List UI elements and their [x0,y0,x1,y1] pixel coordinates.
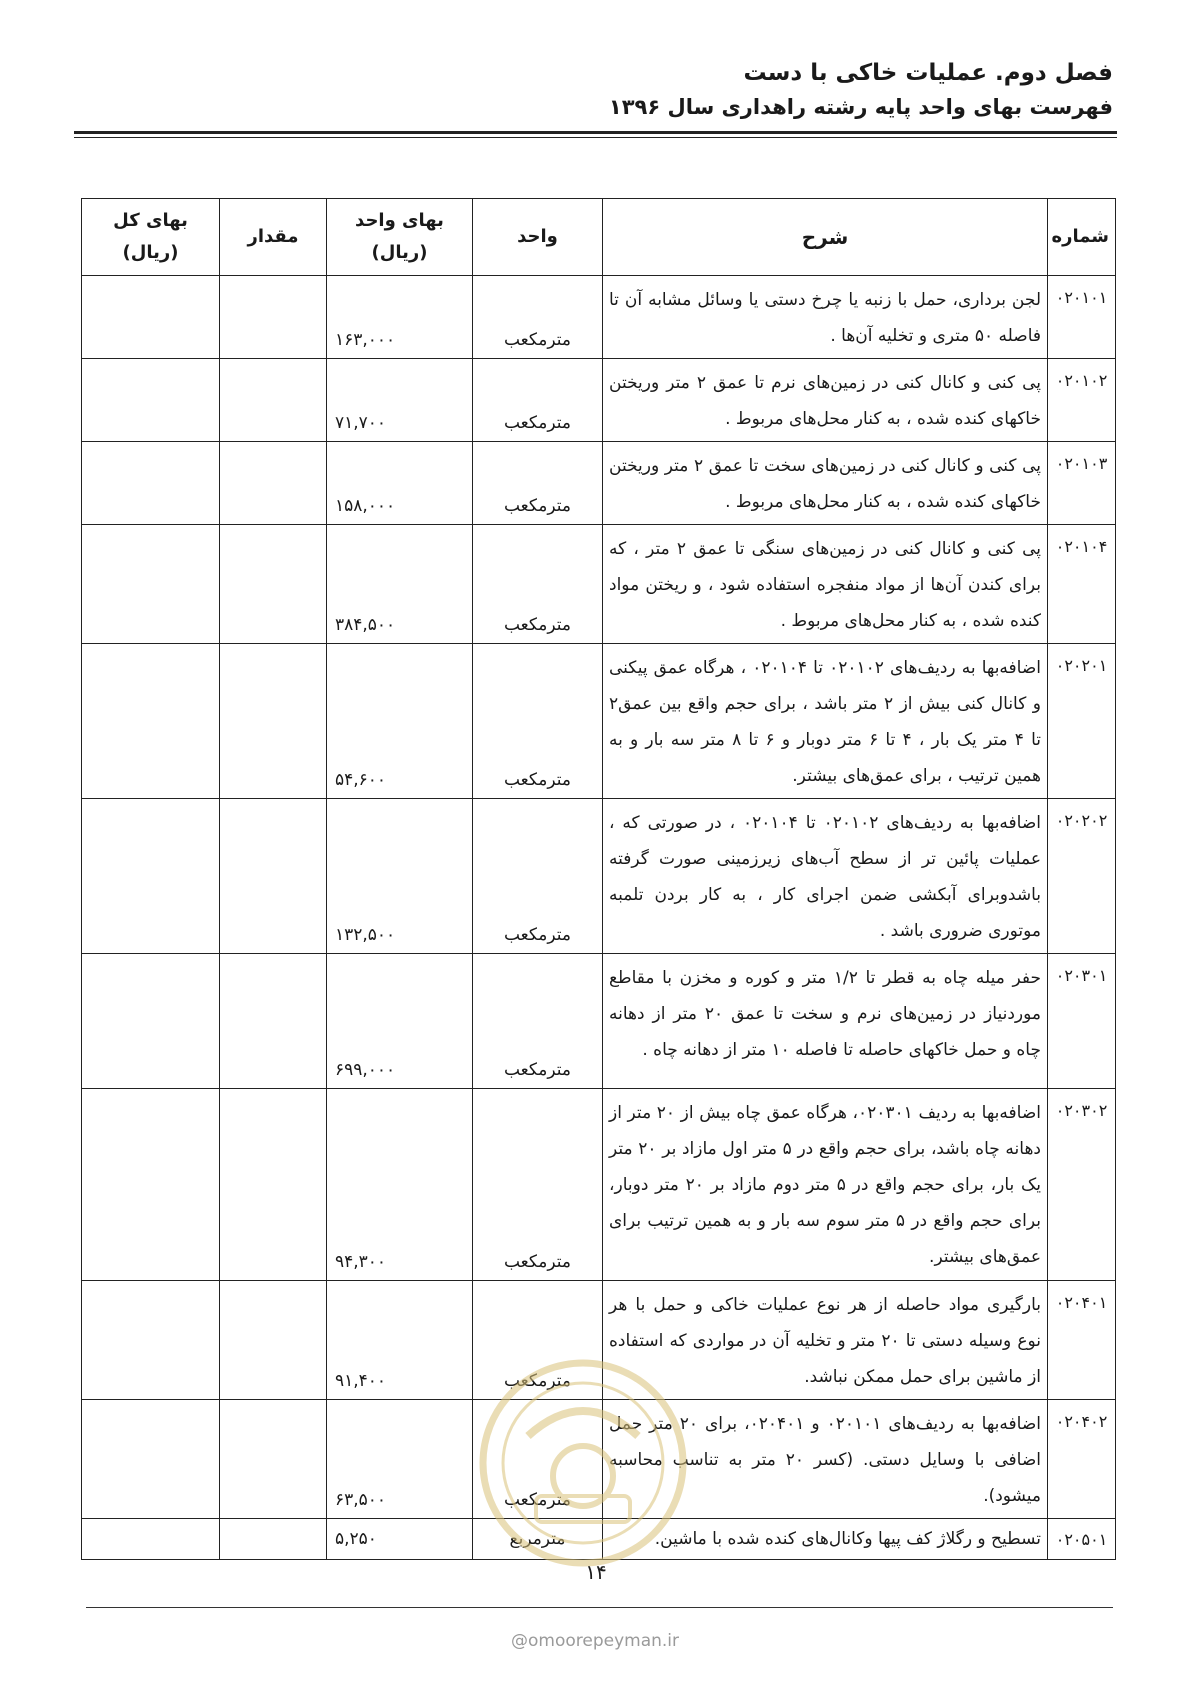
item-code: ۰۲۰۱۰۱ [1048,276,1116,359]
item-unit: مترمکعب [473,799,603,954]
item-quantity [220,954,327,1089]
column-header-unit-price: بهای واحد (ریال) [327,199,473,276]
item-total-price [82,644,220,799]
item-quantity [220,442,327,525]
item-description: پی کنی و کانال کنی در زمین‌های نرم تا عمق ۲ متر وریختن خاکهای کنده شده ، به کنار محل‌های مربوط . [603,359,1048,442]
item-description: اضافه‌بها به ردیف‌های ۰۲۰۱۰۲ تا ۰۲۰۱۰۴ ، در صورتی که ، عملیات پائین تر از سطح آب‌های زیرزمینی صورت گرفته باشدوبرای آبکشی ضمن اجرای کار ، به کار بردن تلمبه موتوری ضروری باشد . [603,799,1048,954]
item-quantity [220,1519,327,1560]
item-quantity [220,359,327,442]
header-rule-thick [74,131,1117,134]
footer-rule [86,1607,1113,1608]
item-description: اضافه‌بها به ردیف‌های ۰۲۰۱۰۱ و ۰۲۰۴۰۱، برای ۲۰ متر حمل اضافی با وسایل دستی. (کسر ۲۰ متر به تناسب محاسبه میشود). [603,1400,1048,1519]
item-unit-price: ۹۱,۴۰۰ [327,1281,473,1400]
header-rule-thin [74,137,1117,138]
item-unit-price: ۵۴,۶۰۰ [327,644,473,799]
item-unit: مترمکعب [473,525,603,644]
item-unit: مترمکعب [473,644,603,799]
item-unit-price: ۳۸۴,۵۰۰ [327,525,473,644]
item-unit: مترمکعب [473,359,603,442]
item-code: ۰۲۰۳۰۲ [1048,1089,1116,1281]
watermark-text: @omoorepeyman.ir [510,1631,680,1651]
item-description: پی کنی و کانال کنی در زمین‌های سخت تا عمق ۲ متر وریختن خاکهای کنده شده ، به کنار محل‌های مربوط . [603,442,1048,525]
document-subtitle: فهرست بهای واحد پایه رشته راهداری سال ۱۳۹۶ [608,95,1113,119]
item-quantity [220,525,327,644]
table-row [82,1281,1116,1400]
item-total-price [82,276,220,359]
item-description: لجن برداری، حمل با زنبه یا چرخ دستی یا وسائل مشابه آن تا فاصله ۵۰ متری و تخلیه آن‌ها . [603,276,1048,359]
table-row [82,644,1116,799]
item-total-price [82,359,220,442]
column-header-unit: واحد [473,199,603,276]
item-unit-price: ۵,۲۵۰ [327,1519,473,1560]
item-code: ۰۲۰۱۰۲ [1048,359,1116,442]
item-total-price [82,1400,220,1519]
column-header-quantity: مقدار [220,199,327,276]
item-total-price [82,954,220,1089]
table-row [82,442,1116,525]
table-row [82,1400,1116,1519]
item-unit: مترمربع [473,1519,603,1560]
item-code: ۰۲۰۱۰۳ [1048,442,1116,525]
item-quantity [220,1089,327,1281]
table-row [82,1089,1116,1281]
item-unit: مترمکعب [473,1281,603,1400]
item-code: ۰۲۰۴۰۲ [1048,1400,1116,1519]
table-row [82,276,1116,359]
item-quantity [220,1281,327,1400]
item-unit: مترمکعب [473,954,603,1089]
column-header-description: شرح [603,199,1048,276]
item-quantity [220,1400,327,1519]
item-total-price [82,1519,220,1560]
item-total-price [82,1281,220,1400]
item-quantity [220,799,327,954]
item-unit: مترمکعب [473,442,603,525]
item-code: ۰۲۰۴۰۱ [1048,1281,1116,1400]
item-unit-price: ۱۵۸,۰۰۰ [327,442,473,525]
column-header-total-price: بهای کل (ریال) [82,199,220,276]
item-description: بارگیری مواد حاصله از هر نوع عملیات خاکی و حمل با هر نوع وسیله دستی تا ۲۰ متر و تخلیه آن در مواردی که استفاده از ماشین برای حمل ممکن نباشد. [603,1281,1048,1400]
item-unit-price: ۶۹۹,۰۰۰ [327,954,473,1089]
item-description: تسطیح و رگلاژ کف پیها وکانال‌های کنده شده با ماشین. [603,1519,1048,1560]
item-total-price [82,525,220,644]
table-row [82,525,1116,644]
item-total-price [82,799,220,954]
table-row [82,1519,1116,1560]
item-code: ۰۲۰۵۰۱ [1048,1519,1116,1560]
item-unit: مترمکعب [473,1400,603,1519]
item-description: حفر میله چاه به قطر تا ۱/۲ متر و کوره و مخزن با مقاطع موردنیاز در زمین‌های نرم و سخت تا عمق ۲۰ متر از دهانه چاه و حمل خاکهای حاصله تا فاصله ۱۰ متر از دهانه چاه . [603,954,1048,1089]
item-code: ۰۲۰۲۰۱ [1048,644,1116,799]
item-unit: مترمکعب [473,276,603,359]
table-row [82,799,1116,954]
page-number: ۱۴ [585,1560,607,1584]
item-quantity [220,276,327,359]
price-list-table [81,198,1116,1560]
page-header [78,56,1113,124]
item-unit-price: ۱۳۲,۵۰۰ [327,799,473,954]
item-code: ۰۲۰۲۰۲ [1048,799,1116,954]
item-quantity [220,644,327,799]
item-description: اضافه‌بها به ردیف‌های ۰۲۰۱۰۲ تا ۰۲۰۱۰۴ ، هرگاه عمق پیکنی و کانال کنی بیش از ۲ متر باشد ، برای حجم واقع بین عمق۲ تا ۴ متر یک بار ، ۴ تا ۶ متر دوبار و ۶ تا ۸ متر سه بار و به همین ترتیب ، برای عمق‌های بیشتر. [603,644,1048,799]
item-unit-price: ۱۶۳,۰۰۰ [327,276,473,359]
table-header-row [82,199,1116,276]
item-unit: مترمکعب [473,1089,603,1281]
chapter-title: فصل دوم. عملیات خاکی با دست [743,60,1113,86]
item-unit-price: ۷۱,۷۰۰ [327,359,473,442]
item-description: اضافه‌بها به ردیف ۰۲۰۳۰۱، هرگاه عمق چاه بیش از ۲۰ متر از دهانه چاه باشد، برای حجم واقع در ۵ متر اول مازاد بر ۲۰ متر یک بار، برای حجم واقع در ۵ متر دوم مازاد بر ۲۰ متر دوبار، برای حجم واقع در ۵ متر سوم سه بار و به همین ترتیب برای عمق‌های بیشتر. [603,1089,1048,1281]
item-code: ۰۲۰۳۰۱ [1048,954,1116,1089]
table-row [82,954,1116,1089]
item-code: ۰۲۰۱۰۴ [1048,525,1116,644]
table-row [82,359,1116,442]
item-total-price [82,1089,220,1281]
column-header-number: شماره [1048,199,1116,276]
item-unit-price: ۹۴,۳۰۰ [327,1089,473,1281]
item-total-price [82,442,220,525]
item-unit-price: ۶۳,۵۰۰ [327,1400,473,1519]
item-description: پی کنی و کانال کنی در زمین‌های سنگی تا عمق ۲ متر ، که برای کندن آن‌ها از مواد منفجره استفاده شود ، و ریختن مواد کنده شده ، به کنار محل‌های مربوط . [603,525,1048,644]
